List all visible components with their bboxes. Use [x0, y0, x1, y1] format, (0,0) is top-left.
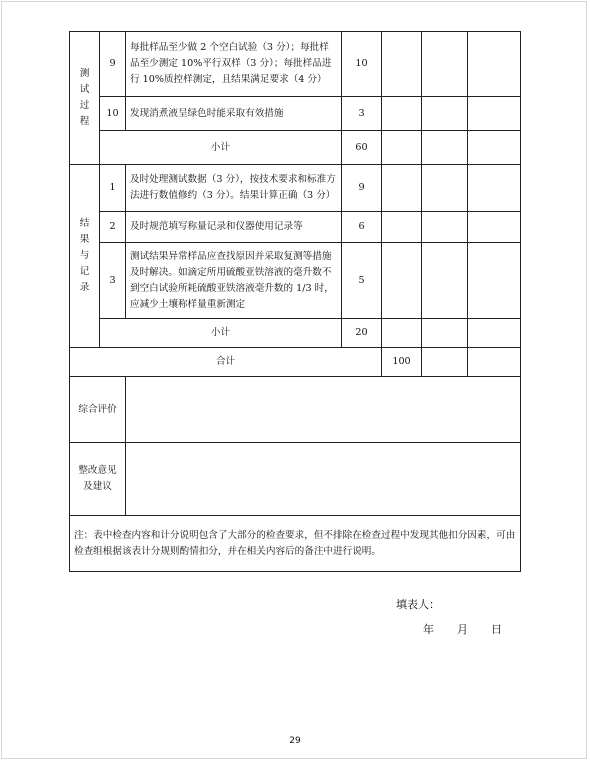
empty-cell [468, 32, 521, 97]
empty-cell [422, 32, 468, 97]
rectification-content [126, 443, 521, 516]
table-row [70, 243, 521, 319]
item-number: 3 [100, 243, 126, 319]
subtotal-score: 60 [342, 131, 382, 165]
empty-cell [422, 165, 468, 212]
item-number: 1 [100, 165, 126, 212]
note-text: 注：表中检查内容和计分说明包含了大部分的检查要求，但不排除在检查过程中发现其他扣分因素，可由检查组根据该表计分规则酌情扣分，并在相关内容后的备注中进行说明。 [70, 516, 521, 572]
empty-cell [422, 131, 468, 165]
empty-cell [422, 348, 468, 377]
item-score: 9 [342, 165, 382, 212]
page-number: 29 [289, 736, 301, 746]
item-content: 每批样品至少做 2 个空白试验（3 分）；每批样品至少测定 10%平行双样（3 分）；每批样品进行 10%质控样测定，且结果满足要求（4 分） [126, 32, 342, 97]
empty-cell [382, 165, 422, 212]
item-score: 5 [342, 243, 382, 319]
subtotal-label: 小计 [100, 319, 342, 348]
overall-evaluation-content [126, 377, 521, 443]
empty-cell [422, 319, 468, 348]
subtotal-row [70, 131, 521, 165]
empty-cell [382, 97, 422, 131]
rectification-row [70, 443, 521, 516]
subtotal-score: 20 [342, 319, 382, 348]
total-row [70, 348, 521, 377]
table-row [70, 97, 521, 131]
overall-evaluation-label: 综合评价 [70, 377, 126, 443]
evaluation-table [69, 31, 521, 572]
empty-cell [382, 212, 422, 243]
rectification-label: 整改意见 及建议 [70, 443, 126, 516]
date-year: 年 [423, 623, 434, 636]
item-content: 测试结果异常样品应查找原因并采取复测等措施及时解决。如滴定所用硫酸亚铁溶液的毫升数不到空白试验所耗硫酸亚铁溶液毫升数的 1/3 时，应减少土壤称样量重新测定 [126, 243, 342, 319]
total-score: 100 [382, 348, 422, 377]
empty-cell [468, 165, 521, 212]
item-number: 10 [100, 97, 126, 131]
empty-cell [422, 97, 468, 131]
subtotal-label: 小计 [100, 131, 342, 165]
empty-cell [422, 212, 468, 243]
section-label-results-records: 结 果 与 记 录 [70, 165, 100, 348]
item-content: 及时处理测试数据（3 分），按技术要求和标准方法进行数值修约（3 分）。结果计算正确（3 分） [126, 165, 342, 212]
empty-cell [468, 319, 521, 348]
item-score: 3 [342, 97, 382, 131]
overall-evaluation-row [70, 377, 521, 443]
date-month: 月 [457, 623, 468, 636]
item-score: 6 [342, 212, 382, 243]
total-label: 合计 [70, 348, 382, 377]
table-row [70, 32, 521, 97]
item-content: 及时规范填写称量记录和仪器使用记录等 [126, 212, 342, 243]
empty-cell [422, 243, 468, 319]
item-number: 2 [100, 212, 126, 243]
empty-cell [468, 243, 521, 319]
note-row [70, 516, 521, 572]
date-day: 日 [491, 623, 502, 636]
table-row [70, 212, 521, 243]
item-content: 发现消煮液呈绿色时能采取有效措施 [126, 97, 342, 131]
section-label-testing-process: 测 试 过 程 [70, 32, 100, 165]
item-number: 9 [100, 32, 126, 97]
empty-cell [468, 348, 521, 377]
empty-cell [468, 131, 521, 165]
empty-cell [468, 212, 521, 243]
empty-cell [382, 131, 422, 165]
empty-cell [382, 319, 422, 348]
empty-cell [468, 97, 521, 131]
subtotal-row [70, 319, 521, 348]
filler-label: 填表人： [396, 598, 440, 611]
item-score: 10 [342, 32, 382, 97]
empty-cell [382, 243, 422, 319]
empty-cell [382, 32, 422, 97]
table-row [70, 165, 521, 212]
